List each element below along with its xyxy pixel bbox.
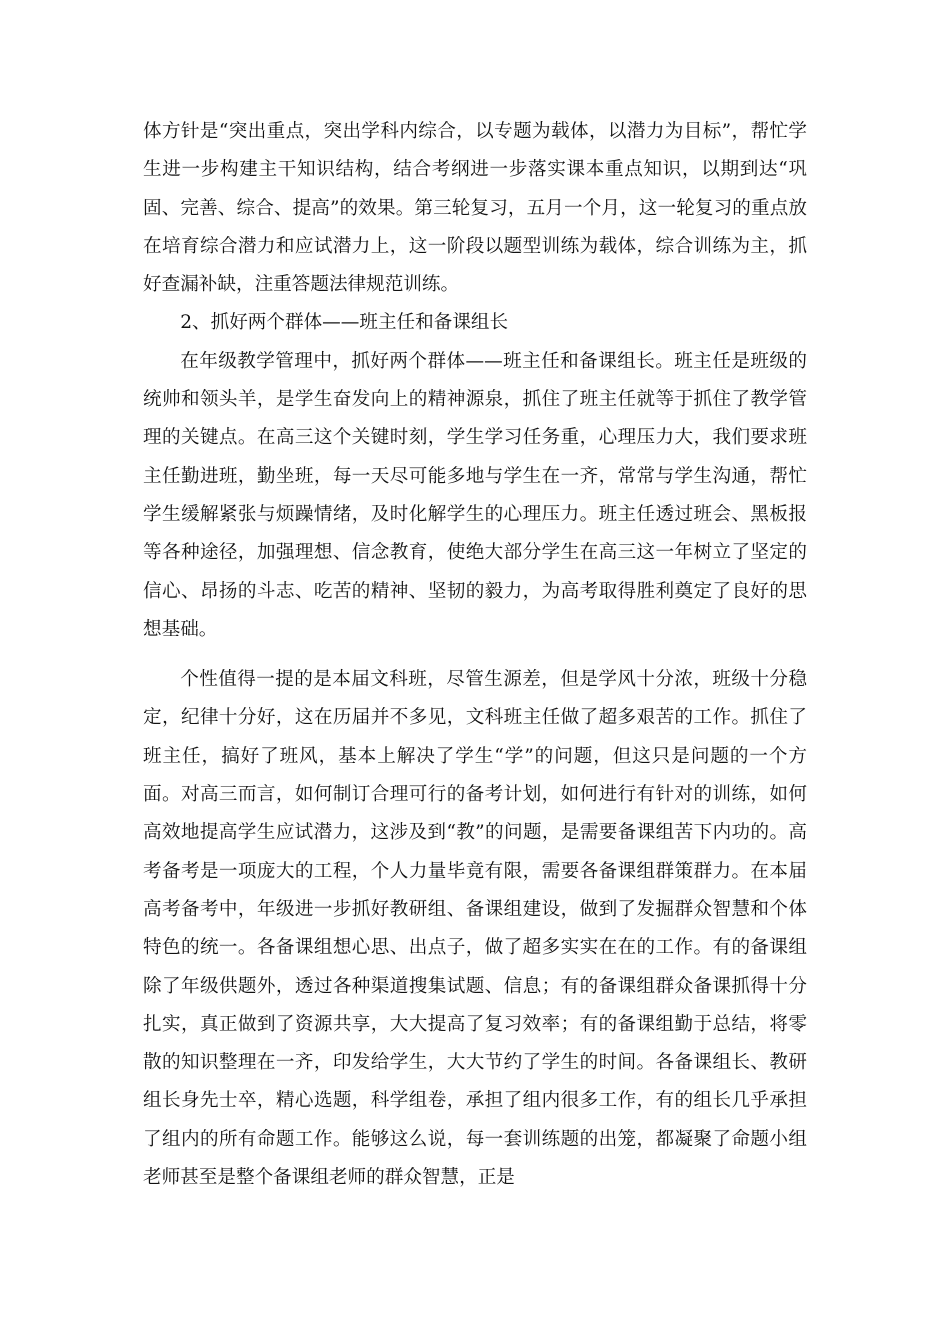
paragraph-gap xyxy=(143,649,807,661)
paragraph-liberal-arts: 个性值得一提的是本届文科班，尽管生源差，但是学风十分浓，班级十分稳定，纪律十分好，这在历届并不多见，文科班主任做了超多艰苦的工作。抓住了班主任，搞好了班风，基本上解决了学生“学”的问题，但这只是问题的一个方面。对高三而言，如何制订合理可行的备考计划，如何进行有针对的训练，如何高效地提高学生应试潜力，这涉及到“教”的问题，是需要备课组苦下内功的。高考备考是一项庞大的工程，个人力量毕竟有限，需要各备课组群策群力。在本届高考备考中，年级进一步抓好教研组、备课组建设，做到了发掘群众智慧和个体特色的统一。各备课组想心思、出点子，做了超多实实在在的工作。有的备课组除了年级供题外，透过各种渠道搜集试题、信息；有的备课组群众备课抓得十分扎实，真正做到了资源共享，大大提高了复习效率；有的备课组勤于总结，将零散的知识整理在一齐，印发给学生，大大节约了学生的时间。各备课组长、教研组长身先士卒，精心选题，科学组卷，承担了组内很多工作，有的组长几乎承担了组内的所有命题工作。能够这么说，每一套训练题的出笼，都凝聚了命题小组老师甚至是整个备课组老师的群众智慧，正是 xyxy=(143,669,807,1189)
section-heading: 2、抓好两个群体——班主任和备课组长 xyxy=(180,312,509,334)
paragraph-class-teachers: 在年级教学管理中，抓好两个群体——班主任和备课组长。班主任是班级的统帅和领头羊，是学生奋发向上的精神源泉，抓住了班主任就等于抓住了教学管理的关键点。在高三这个关键时刻，学生学习任务重，心理压力大，我们要求班主任勤进班，勤坐班，每一天尽可能多地与学生在一齐，常常与学生沟通，帮忙学生缓解紧张与烦躁情绪，及时化解学生的心理压力。班主任透过班会、黑板报等各种途径，加强理想、信念教育，使绝大部分学生在高三这一年树立了坚定的信心、昂扬的斗志、吃苦的精神、坚韧的毅力，为高考取得胜利奠定了良好的思想基础。 xyxy=(143,350,807,640)
paragraph-continued: 体方针是“突出重点，突出学科内综合，以专题为载体，以潜力为目标”，帮忙学生进一步构建主干知识结构，结合考纲进一步落实课本重点知识，以期到达“巩固、完善、综合、提高”的效果。第三轮复习，五月一个月，这一轮复习的重点放在培育综合潜力和应试潜力上，这一阶段以题型训练为载体，综合训练为主，抓好查漏补缺，注重答题法律规范训练。 xyxy=(143,121,807,296)
document-page xyxy=(143,113,807,1197)
